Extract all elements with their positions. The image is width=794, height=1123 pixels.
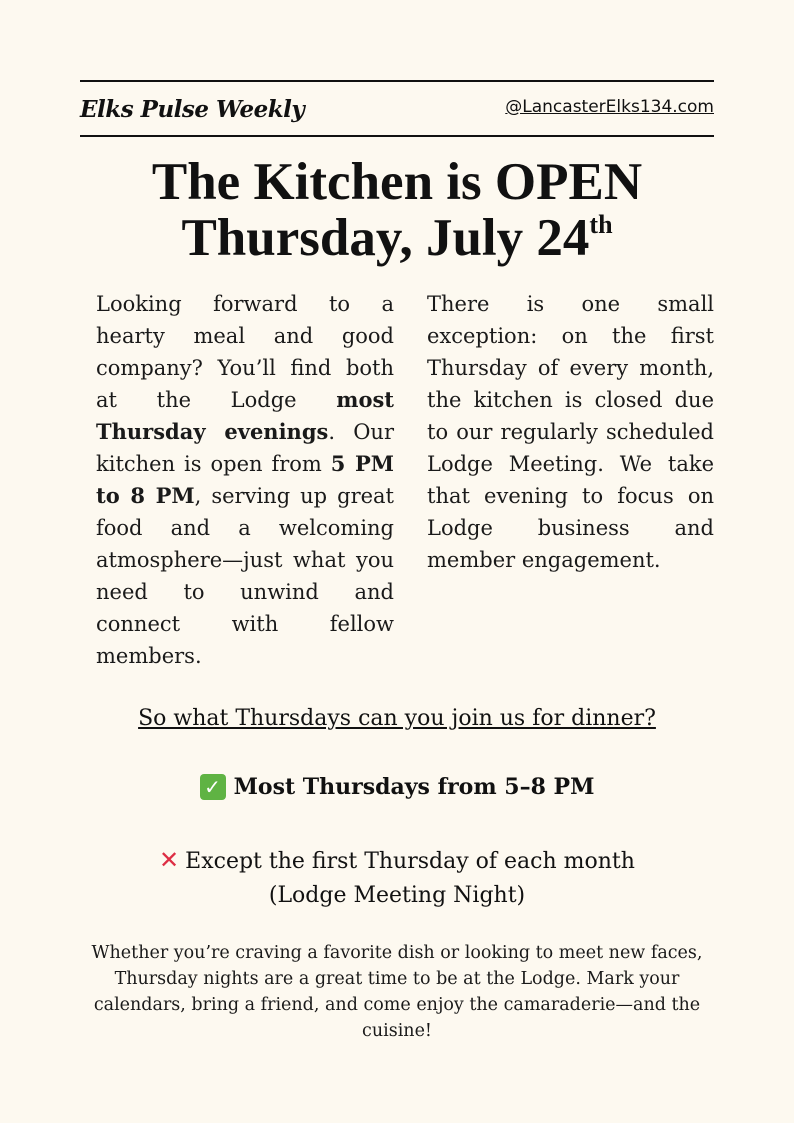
left-column: [96, 288, 394, 672]
no-item-line-1: Except the first Thursday of each month: [185, 849, 635, 874]
closing-paragraph: Whether you’re craving a favorite dish or looking to meet new faces, Thursday nights are a great time to be at the Lodge. Mark your calendars, bring a friend, and come enjoy the camaraderie—and the cuisine!: [91, 943, 703, 1041]
left-text-3: , serving up great food and a welcoming atmosphere—just what you need to unwind and connect with fellow members.: [96, 484, 394, 668]
headline-line-1: The Kitchen is OPEN: [151, 153, 643, 211]
bottom-rule: [80, 135, 714, 137]
website-link[interactable]: @LancasterElks134.com: [505, 97, 714, 117]
right-column: There is one small exception: on the first Thursday of every month, the kitchen is closed due to our regularly scheduled Lodge Meeting. We take that evening to focus on Lodge business and member engagement.: [427, 292, 714, 572]
cross-mark-icon: ✕: [159, 846, 180, 874]
no-item-line-2: (Lodge Meeting Night): [268, 883, 526, 908]
headline-date-suffix: th: [589, 210, 613, 239]
left-bold-1: most Thursday evenings: [96, 387, 394, 444]
left-bold-2: 5 PM to 8 PM: [96, 451, 394, 508]
masthead-title: Elks Pulse Weekly: [80, 96, 305, 123]
top-rule: [80, 80, 714, 82]
dinner-question: So what Thursdays can you join us for dinner?: [138, 706, 656, 731]
left-text-1: Looking forward to a hearty meal and good company? You’ll find both at the Lodge: [96, 292, 394, 412]
no-item: [0, 843, 794, 913]
yes-item-text: Most Thursdays from 5–8 PM: [233, 774, 595, 800]
headline-line-2: [0, 210, 794, 266]
check-mark-icon: ✓: [200, 774, 226, 800]
headline-date: Thursday, July 24: [181, 209, 590, 267]
left-text-2: . Our kitchen is open from: [96, 420, 394, 476]
yes-item: [0, 774, 794, 800]
